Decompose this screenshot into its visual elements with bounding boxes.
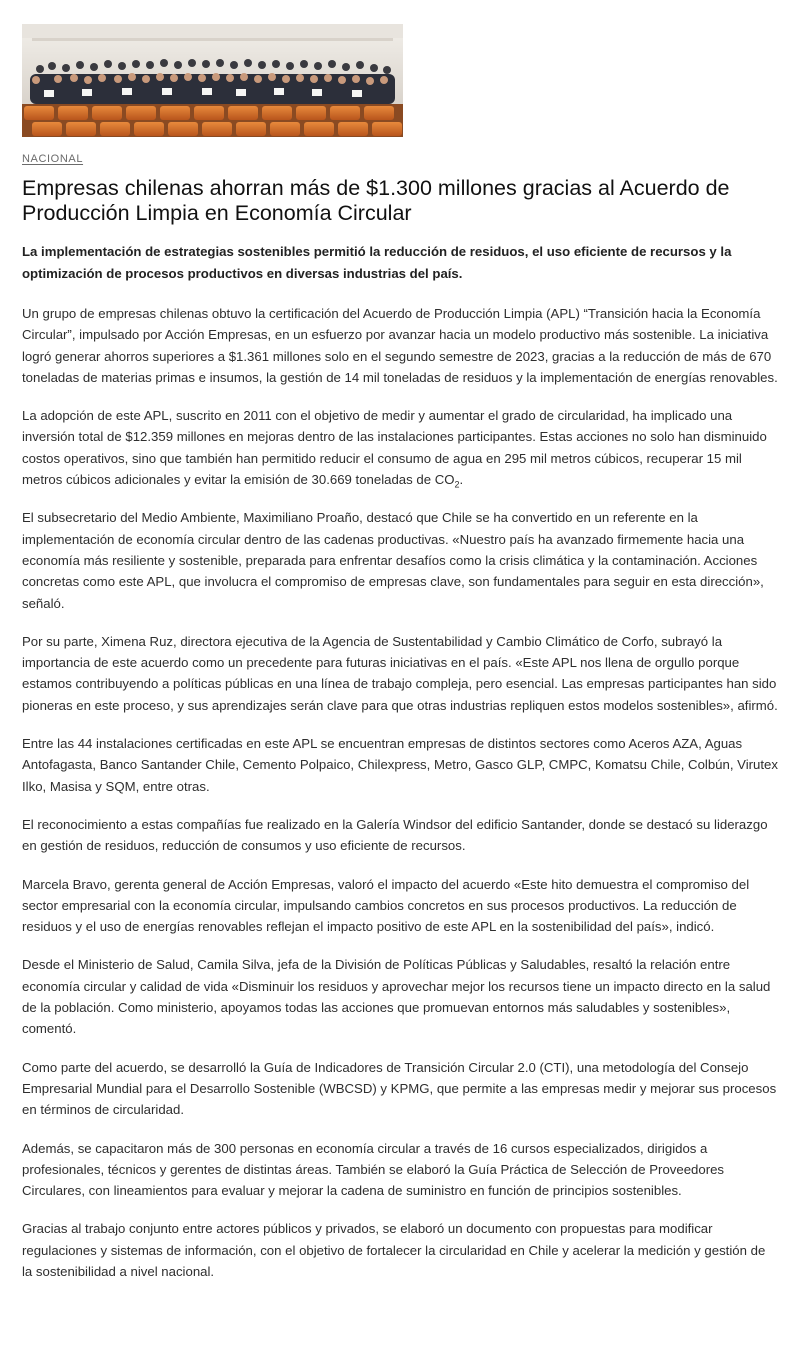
paragraph-4: Por su parte, Ximena Ruz, directora ejecutiva de la Agencia de Sustentabilidad y Cambio Climático de Corfo, subrayó la importancia de este acuerdo como un precedente para futuras iniciativas en el país. «Este APL nos llena de orgullo porque estamos contribuyendo a políticas públicas en una línea de trabajo compleja, pero esencial. Las empresas participantes han sido pioneras en este proceso, y sus aprendizajes serán clave para que otras industrias repliquen estos modelos sostenibles», afirmó.	[22, 633, 778, 713]
paragraph-6: El reconocimiento a estas compañías fue realizado en la Galería Windsor del edificio Santander, donde se destacó su liderazgo en gestión de residuos, reducción de consumos y uso eficiente de recursos.	[22, 816, 768, 854]
article	[22, 24, 778, 1282]
co2-subscript: 2	[454, 479, 460, 490]
paragraph-2	[22, 405, 778, 490]
group-photo-icon	[22, 24, 403, 137]
paragraph-1: Un grupo de empresas chilenas obtuvo la certificación del Acuerdo de Producción Limpia (APL) “Transición hacia la Economía Circular”, impulsado por Acción Empresas, en un esfuerzo por avanzar hacia un modelo productivo más sostenible. La iniciativa logró generar ahorros superiores a $1.361 millones solo en el segundo semestre de 2023, gracias a la reducción de más de 670 toneladas de materias primas e insumos, la gestión de 14 mil toneladas de residuos y la implementación de energías renovables.	[22, 306, 778, 385]
paragraph-2-text: La adopción de este APL, suscrito en 2011 con el objetivo de medir y aumentar el grado de circularidad, ha implicado una inversión total de $12.359 millones en mejoras dentro de las instalaciones participantes. Estas acciones no solo han disminuido costos operativos, sino que también han permitido reducir el consumo de agua en 295 mil metros cúbicos, recuperar 15 mil metros cúbicos adicionales y evitar la emisión de 30.669 toneladas de CO	[22, 408, 767, 488]
paragraph-7: Marcela Bravo, gerenta general de Acción Empresas, valoró el impacto del acuerdo «Este hito demuestra el compromiso del sector empresarial con la economía circular, impulsando cambios concretos en sus procesos productivos. La reducción de residuos y el uso de energías renovables reflejan el impacto positivo de este APL en la sostenibilidad del país», indicó.	[22, 876, 750, 935]
category-link[interactable]: NACIONAL	[22, 153, 84, 165]
article-photo[interactable]	[22, 24, 403, 137]
paragraph-8: Desde el Ministerio de Salud, Camila Silva, jefa de la División de Políticas Públicas y Saludables, resaltó la relación entre economía circular y calidad de vida «Disminuir los residuos y aprovechar mejor los recursos tiene un impacto directo en la salud de la población. Como ministerio, apoyamos todas las acciones que promuevan entornos más saludables y sostenibles», comentó.	[22, 957, 771, 1037]
paragraph-10: Además, se capacitaron más de 300 personas en economía circular a través de 16 cursos especializados, dirigidos a profesionales, técnicos y gerentes de distintas áreas. También se elaboró la Guía Práctica de Selección de Proveedores Circulares, con lineamientos para evaluar y mejorar la cadena de suministro en función de principios sostenibles.	[22, 1140, 725, 1199]
article-body	[22, 303, 778, 1282]
article-title: Empresas chilenas ahorran más de $1.300 millones gracias al Acuerdo de Producción Limpia en Economía Circular	[22, 176, 730, 225]
paragraph-11: Gracias al trabajo conjunto entre actores públicos y privados, se elaboró un documento con propuestas para modificar regulaciones y sistemas de información, con el objetivo de fortalecer la circularidad en Chile y acelerar la medición y gestión de la sostenibilidad a nivel nacional.	[22, 1221, 766, 1279]
co2-suffix: .	[459, 472, 464, 488]
article-lead: La implementación de estrategias sostenibles permitió la reducción de residuos, el uso eficiente de recursos y la optimización de procesos productivos en diversas industrias del país.	[22, 244, 732, 281]
paragraph-9: Como parte del acuerdo, se desarrolló la Guía de Indicadores de Transición Circular 2.0 (CTI), una metodología del Consejo Empresarial Mundial para el Desarrollo Sostenible (WBCSD) y KPMG, que permite a las empresas medir y mejorar sus procesos en términos de circularidad.	[22, 1059, 777, 1118]
paragraph-5: Entre las 44 instalaciones certificadas en este APL se encuentran empresas de distintos sectores como Aceros AZA, Aguas Antofagasta, Banco Santander Chile, Cemento Polpaico, Chilexpress, Metro, Gasco GLP, CMPC, Komatsu Chile, Colbún, Virutex Ilko, Masisa y SQM, entre otras.	[22, 736, 778, 794]
paragraph-3: El subsecretario del Medio Ambiente, Maximiliano Proaño, destacó que Chile se ha convertido en un referente en la implementación de economía circular dentro de las cadenas productivas. «Nuestro país ha avanzado firmemente hacia una economía más resiliente y sostenible, preparada para enfrentar desafíos como la crisis climática y la contaminación. Acciones concretas como este APL, que involucra el compromiso de empresas clave, son fundamentales para seguir en esta dirección», señaló.	[22, 510, 764, 611]
